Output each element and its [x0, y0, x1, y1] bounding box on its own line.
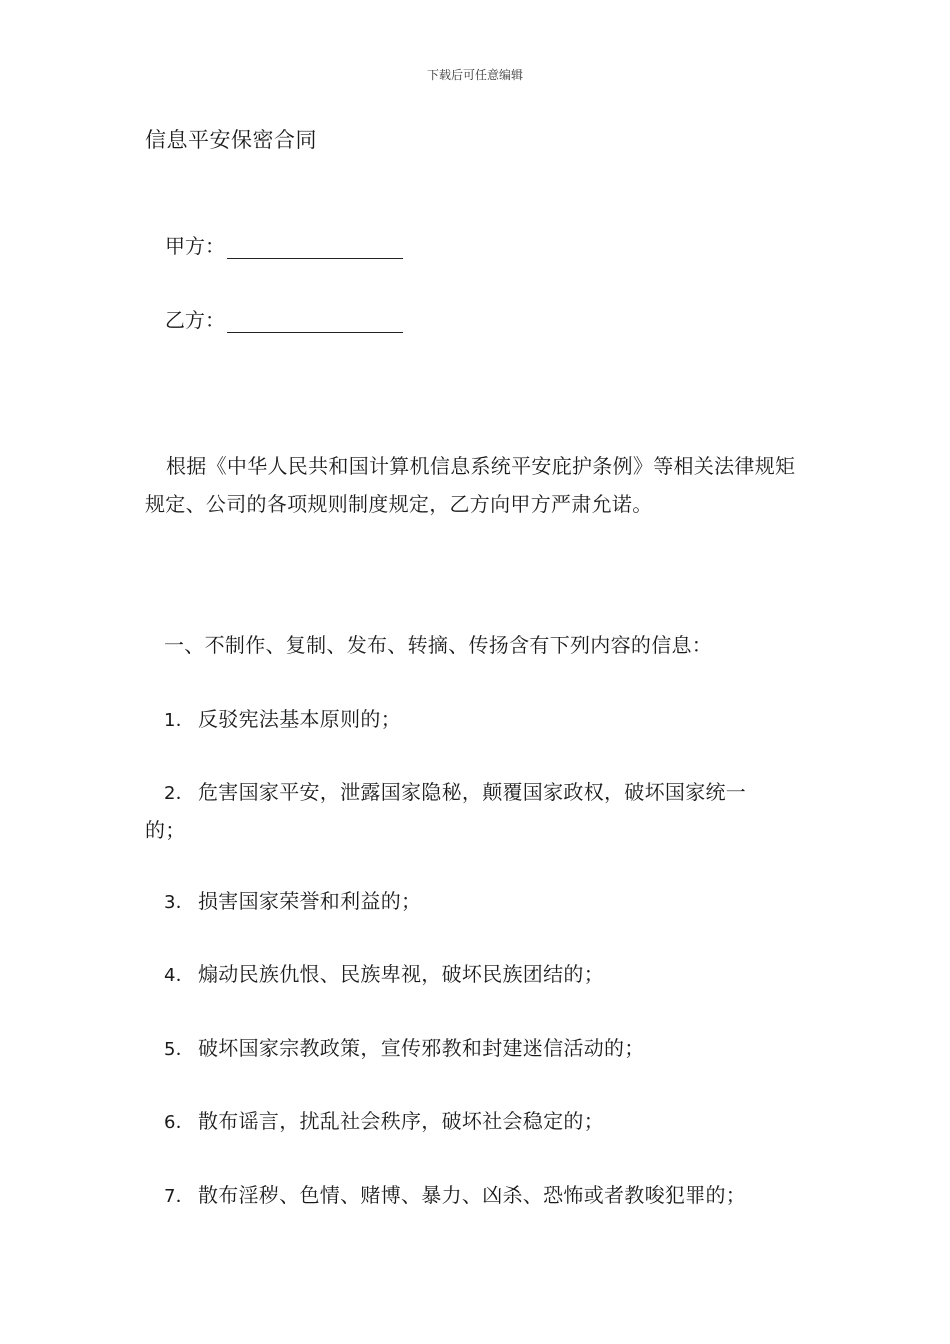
item-text: 反驳宪法基本原则的；	[198, 707, 401, 731]
party-b-blank	[227, 310, 403, 333]
list-item	[145, 1102, 815, 1142]
list-item	[145, 1029, 815, 1069]
item-text: 危害国家平安，泄露国家隐秘，颠覆国家政权，破坏国家统一	[198, 780, 747, 804]
party-b-line	[165, 304, 403, 333]
party-a-label: 甲方：	[165, 234, 225, 258]
item-text: 煽动民族仇恨、民族卑视，破坏民族团结的；	[198, 962, 604, 986]
list-item	[145, 1176, 815, 1216]
item-text: 的；	[145, 818, 186, 842]
item-number: 5．	[164, 1039, 195, 1060]
party-a-line	[165, 230, 403, 259]
document-title: 信息平安保密合同	[145, 128, 317, 152]
list-item	[145, 955, 815, 995]
item-number: 7．	[164, 1186, 195, 1207]
item-number: 2．	[164, 783, 195, 804]
item-number: 6．	[164, 1112, 195, 1133]
item-number: 1．	[164, 710, 195, 731]
list-item	[145, 773, 815, 813]
list-item	[145, 882, 815, 922]
list-item-continuation	[145, 811, 815, 849]
item-text: 损害国家荣誉和利益的；	[198, 889, 422, 913]
item-text: 破坏国家宗教政策，宣传邪教和封建迷信活动的；	[198, 1036, 645, 1060]
item-number: 4．	[164, 965, 195, 986]
item-text: 散布淫秽、色情、赌博、暴力、凶杀、恐怖或者教唆犯罪的；	[198, 1183, 747, 1207]
page-header: 下载后可任意编辑	[426, 68, 523, 82]
party-a-blank	[227, 236, 403, 259]
item-text: 散布谣言，扰乱社会秩序，破坏社会稳定的；	[198, 1109, 604, 1133]
intro-paragraph: 根据《中华人民共和国计算机信息系统平安庇护条例》等相关法律规矩规定、公司的各项规则制度规定，乙方向甲方严肃允诺。	[145, 454, 796, 516]
party-b-label: 乙方：	[165, 308, 225, 332]
section-heading: 一、不制作、复制、发布、转摘、传扬含有下列内容的信息：	[164, 633, 713, 657]
list-item	[145, 700, 815, 740]
item-number: 3．	[164, 892, 195, 913]
